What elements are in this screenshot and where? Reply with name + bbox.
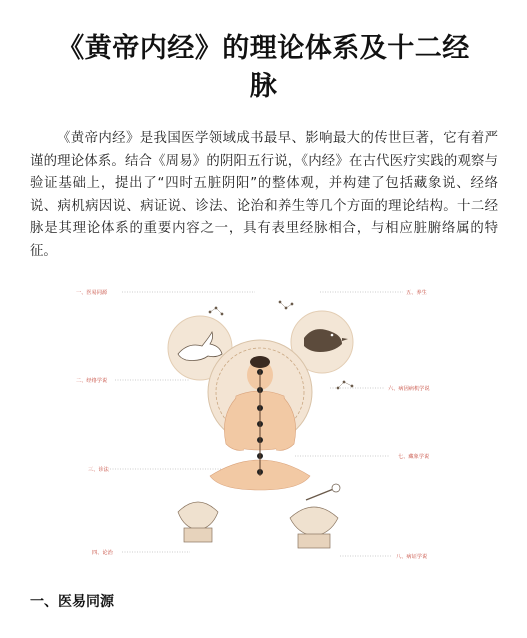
- section-heading: 一、医易同源: [30, 594, 114, 610]
- label-yang-sheng: 五、养生: [406, 290, 427, 296]
- lotus-vessel-right: [290, 484, 340, 548]
- article-title-line2: 脉: [249, 71, 278, 102]
- label-bing-yin-bing-ji: 六、病因病机学说: [388, 386, 430, 392]
- illustration-svg: [70, 280, 457, 565]
- article-title: [0, 30, 527, 106]
- meridian-illustration: [70, 280, 457, 565]
- label-zang-xiang-xue-shuo: 七、藏象学说: [398, 454, 430, 460]
- label-yi-yi-tong-yuan: 一、医易同源: [76, 290, 108, 296]
- label-bing-zheng-xue-shuo: 八、病证学说: [396, 554, 428, 560]
- label-lun-zhi: 四、论治: [92, 550, 113, 556]
- article-title-line1: 《黄帝内经》的理论体系及十二经: [57, 33, 470, 64]
- label-jing-luo-xue-shuo: 二、经络学说: [76, 378, 108, 384]
- label-zhen-fa: 三、诊法: [88, 467, 109, 473]
- lotus-vessel-left: [178, 502, 218, 542]
- intro-paragraph: 《黄帝内经》是我国医学领域成书最早、影响最大的传世巨著，它有着严谨的理论体系。结合《周易》的阴阳五行说，《内经》在古代医疗实践的观察与验证基础上，提出了“四时五脏阴阳”的整体观，并构建了包括藏象说、经络说、病机病因说、病证说、诊法、论治和养生等几个方面的理论结构。十二经脉是其理论体系的重要内容之一，具有表里经脉相合，与相应脏腑络属的特征。: [30, 131, 498, 259]
